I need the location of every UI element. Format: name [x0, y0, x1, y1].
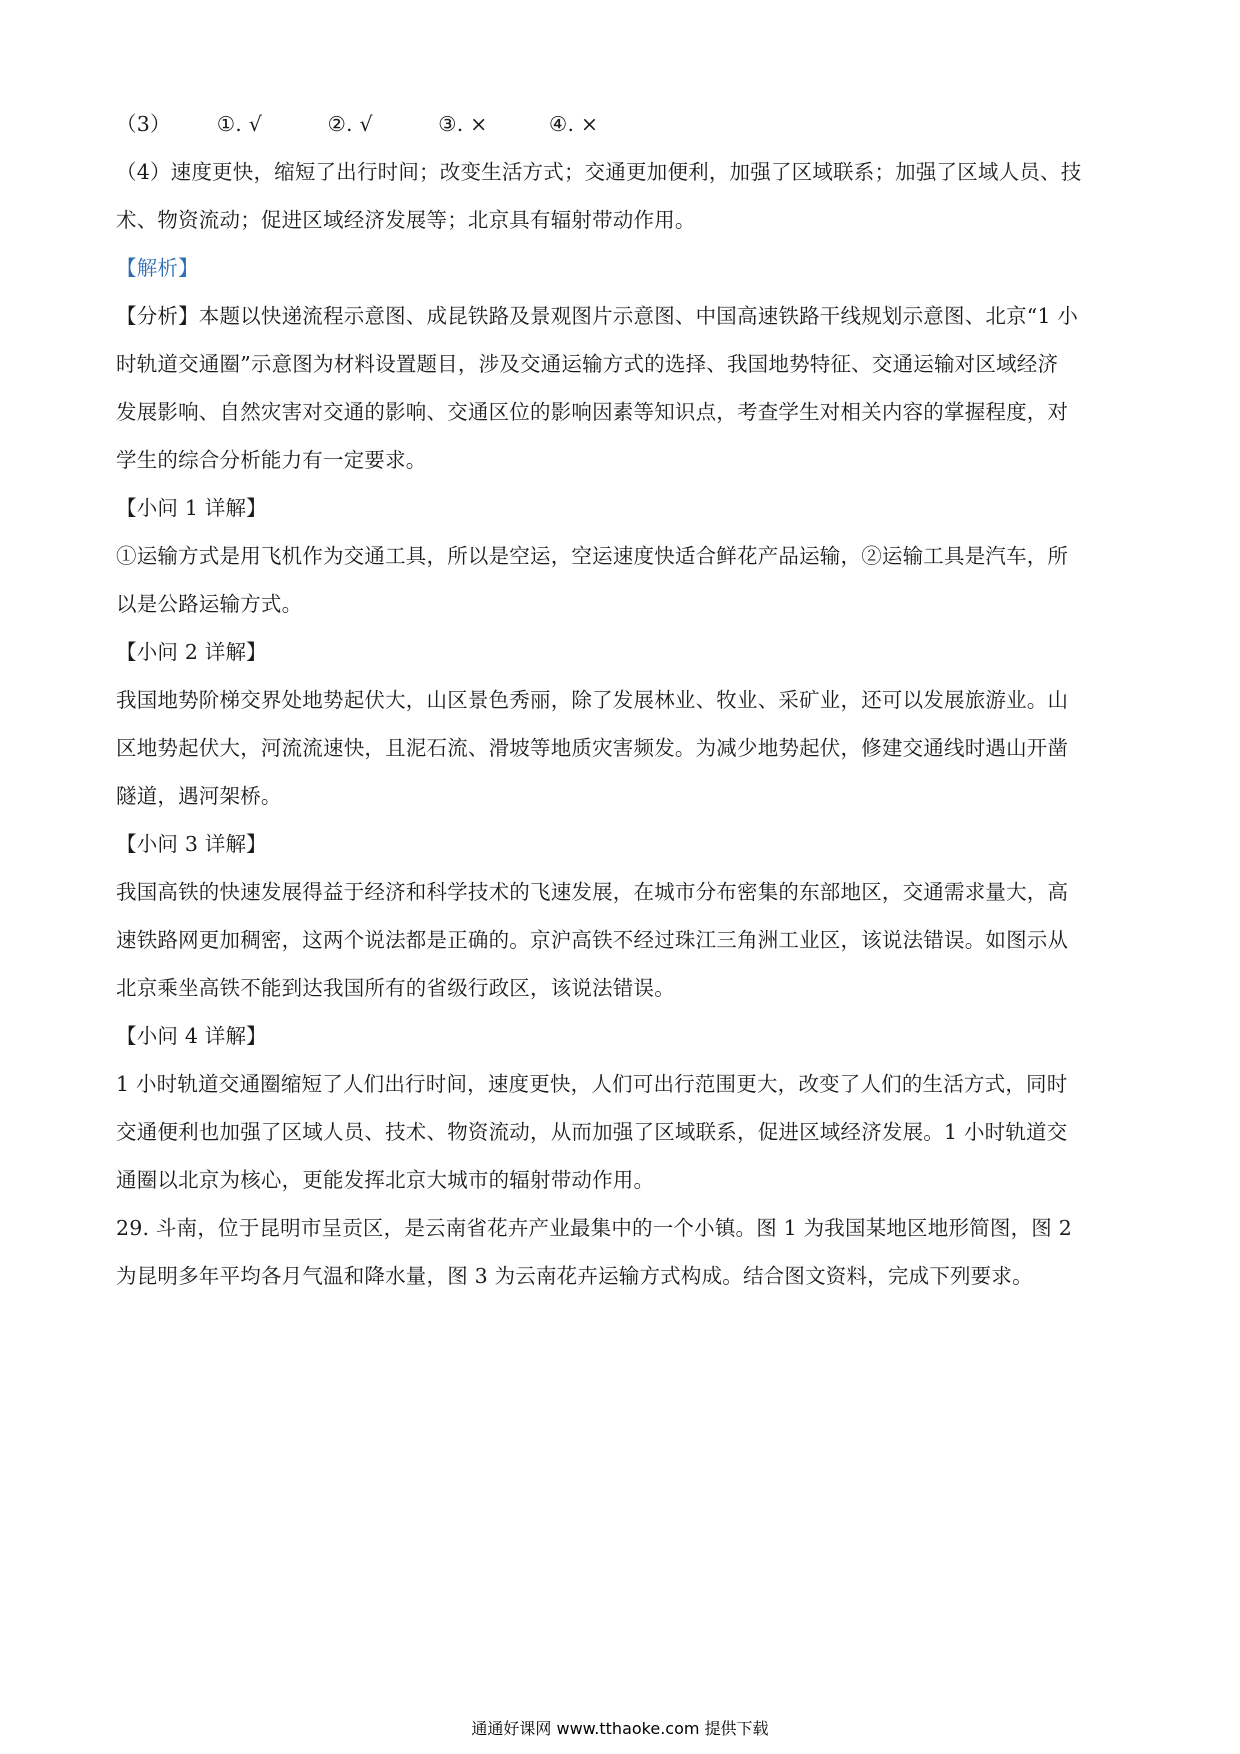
- answer-3-item-1: ①. √: [216, 112, 262, 136]
- q3-line-3: 北京乘坐高铁不能到达我国所有的省级行政区，该说法错误。: [116, 976, 675, 1000]
- q3-line-1: 我国高铁的快速发展得益于经济和科学技术的飞速发展，在城市分布密集的东部地区，交通需求量大，高: [116, 880, 1069, 904]
- page-content: [116, 100, 1136, 1300]
- q4-line-2: 交通便利也加强了区域人员、技术、物资流动，从而加强了区域联系，促进区域经济发展。1 小时轨道交: [116, 1120, 1068, 1144]
- jiexi-heading: 【解析】: [116, 256, 199, 280]
- q4-line-3: 通圈以北京为核心，更能发挥北京大城市的辐射带动作用。: [116, 1168, 655, 1192]
- q3-line-2: 速铁路网更加稠密，这两个说法都是正确的。京沪高铁不经过珠江三角洲工业区，该说法错误。如图示从: [116, 928, 1069, 952]
- analysis-line-2: 时轨道交通圈”示意图为材料设置题目，涉及交通运输方式的选择、我国地势特征、交通运输对区域经济: [116, 352, 1059, 376]
- q1-line-1: ①运输方式是用飞机作为交通工具，所以是空运，空运速度快适合鲜花产品运输，②运输工具是汽车，所: [116, 544, 1069, 568]
- answer-4-line-2: 术、物资流动；促进区域经济发展等；北京具有辐射带动作用。: [116, 208, 696, 232]
- question-29-line-2: 为昆明多年平均各月气温和降水量，图 3 为云南花卉运输方式构成。结合图文资料，完成下列要求。: [116, 1264, 1033, 1288]
- q4-line-1: 1 小时轨道交通圈缩短了人们出行时间，速度更快，人们可出行范围更大，改变了人们的生活方式，同时: [116, 1072, 1068, 1096]
- q4-heading: 【小问 4 详解】: [116, 1024, 267, 1048]
- analysis-line-1: 【分析】本题以快递流程示意图、成昆铁路及景观图片示意图、中国高速铁路干线规划示意图、北京“1 小: [116, 304, 1079, 328]
- q2-line-1: 我国地势阶梯交界处地势起伏大，山区景色秀丽，除了发展林业、牧业、采矿业，还可以发展旅游业。山: [116, 688, 1069, 712]
- answer-3-item-2: ②. √: [327, 112, 373, 136]
- answer-3-number: （3）: [116, 112, 171, 136]
- answer-4-line-1: （4）速度更快，缩短了出行时间；改变生活方式；交通更加便利，加强了区域联系；加强了区域人员、技: [116, 160, 1082, 184]
- question-29-line-1: 29. 斗南，位于昆明市呈贡区，是云南省花卉产业最集中的一个小镇。图 1 为我国某地区地形简图，图 2: [116, 1216, 1072, 1240]
- answer-3-item-3: ③. ×: [438, 112, 488, 136]
- q3-heading: 【小问 3 详解】: [116, 832, 267, 856]
- q1-line-2: 以是公路运输方式。: [116, 592, 303, 616]
- footer-source: 通通好课网 www.tthaoke.com 提供下载: [471, 1719, 769, 1738]
- analysis-line-4: 学生的综合分析能力有一定要求。: [116, 448, 427, 472]
- answer-3-item-4: ④. ×: [548, 112, 599, 136]
- q2-line-2: 区地势起伏大，河流流速快，且泥石流、滑坡等地质灾害频发。为减少地势起伏，修建交通线时遇山开凿: [116, 736, 1069, 760]
- analysis-line-3: 发展影响、自然灾害对交通的影响、交通区位的影响因素等知识点，考查学生对相关内容的掌握程度，对: [116, 400, 1069, 424]
- q1-heading: 【小问 1 详解】: [116, 496, 267, 520]
- q2-heading: 【小问 2 详解】: [116, 640, 267, 664]
- q2-line-3: 隧道，遇河架桥。: [116, 784, 282, 808]
- answer-3-line: [116, 100, 1136, 148]
